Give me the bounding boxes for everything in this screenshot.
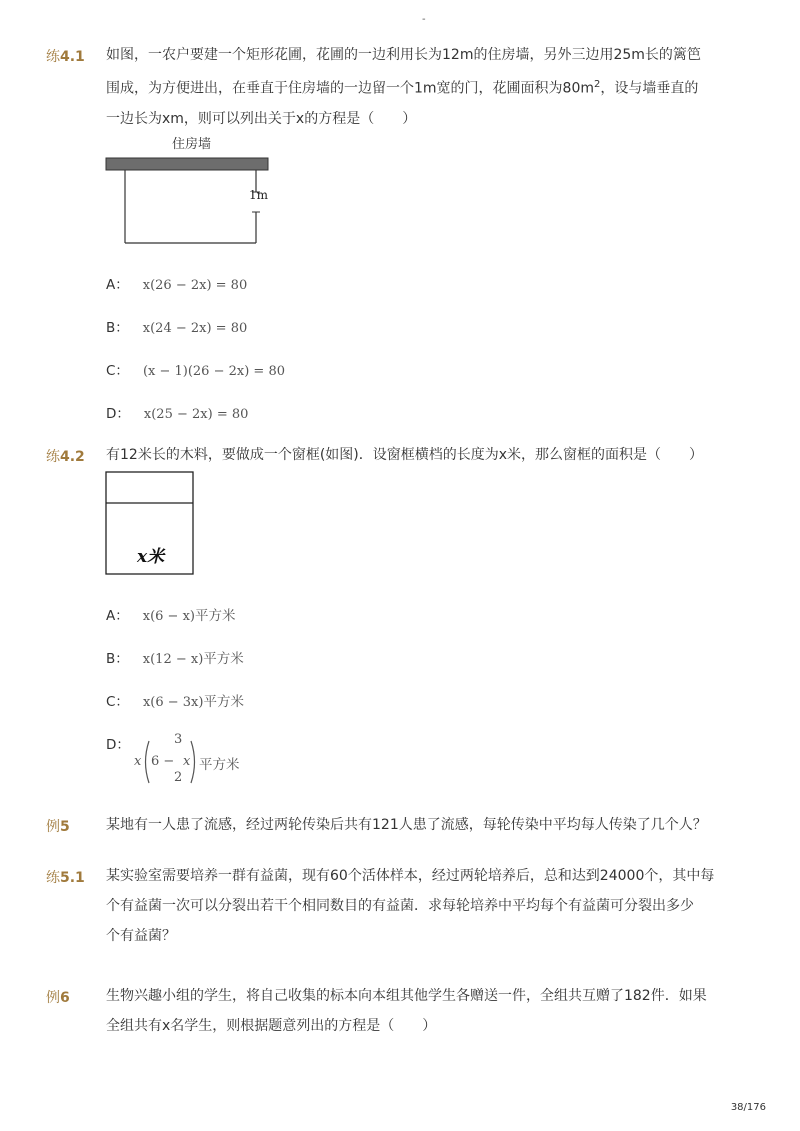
option-label: D： [106,406,130,422]
left-paren [142,740,150,784]
option-b [106,316,247,336]
question-tag-5-1 [46,867,85,887]
example-tag-5 [46,816,70,836]
option-unit: 平方米 [203,651,244,667]
tag-prefix: 练 [46,49,60,65]
question-4-2-stem: 有12米长的木料，要做成一个窗框(如图)．设窗框横档的长度为x米，那么窗框的面积是（ ） [106,447,704,463]
option-math: x(26 − 2x) = 80 [142,278,248,293]
stem-text: 围成，为方便进出，在垂直于住房墙的一边留一个1m宽的门，花圃面积为80m [106,80,594,97]
stem-line: 全组共有x名学生，则根据题意列出的方程是（ ） [106,1018,437,1034]
page-number: 38/176 [730,1102,766,1113]
question-4-1-stem [106,40,726,134]
tag-number: 5 [60,819,70,835]
tag-prefix: 例 [46,990,60,1006]
superscript: 2 [594,79,601,90]
option-d-label: D： [106,737,130,753]
stem-line: 个有益菌一次可以分裂出若干个相同数目的有益菌．求每轮培养中平均每个有益菌可分裂出多少 [106,898,694,914]
tag-prefix: 例 [46,819,60,835]
stem-line: 个有益菌？ [106,928,176,944]
window-label: x米 [137,547,165,567]
stem-line: 某实验室需要培养一群有益菌，现有60个活体样本，经过两轮培养后，总和达到24000个，其中每 [106,868,715,884]
tag-number: 4.1 [60,49,85,65]
stem-text: ，设与墙垂直的 [600,80,699,97]
tag-number: 6 [60,990,70,1006]
tag-number: 5.1 [60,870,85,886]
example-6-stem [106,981,726,1041]
header-mark: - [422,14,426,25]
fraction-denominator: 2 [174,770,183,785]
option-unit: 平方米 [199,757,240,773]
option-unit: 平方米 [203,694,244,710]
option-label: A： [106,608,129,624]
option-math: x(25 − 2x) = 80 [143,407,249,422]
stem-line [106,70,726,104]
math-var: x [134,754,142,769]
tag-number: 4.2 [60,449,85,465]
option-a [106,604,236,624]
option-c [106,690,244,710]
stem-line: 一边长为xm，则可以列出关于x的方程是（ ） [106,110,417,127]
wall-rect [106,158,268,170]
option-math: x(24 − 2x) = 80 [142,321,248,336]
stem-line: 如图，一农户要建一个矩形花圃，花圃的一边利用长为12m的住房墙，另外三边用25m长的篱笆 [106,47,701,63]
option-label: C： [106,363,129,379]
example-tag-6 [46,987,70,1007]
option-d [106,402,248,422]
option-label: A： [106,277,129,293]
tag-prefix: 练 [46,870,60,886]
right-paren [190,740,198,784]
door-label: 1m [249,188,269,202]
question-tag-4-1 [46,46,85,66]
wall-label: 住房墙 [172,137,212,152]
garden-figure [104,132,274,247]
option-math: x(12 − x) [142,652,204,667]
option-math: (x − 1)(26 − 2x) = 80 [142,364,285,379]
option-d-math [134,732,274,790]
option-label: B： [106,651,129,667]
option-math: x(6 − 3x) [142,695,204,710]
question-5-1-stem [106,861,726,951]
option-a [106,273,247,293]
example-5-stem: 某地有一人患了流感，经过两轮传染后共有121人患了流感，每轮传染中平均每人传染了几个人？ [106,817,707,833]
stem-line: 生物兴趣小组的学生，将自己收集的标本向本组其他学生各赠送一件，全组共互赠了182件．如果 [106,988,707,1004]
math-inner: 6 − [151,754,175,769]
option-label: C： [106,694,129,710]
question-tag-4-2 [46,446,85,466]
math-var: x [183,754,191,769]
option-unit: 平方米 [195,608,236,624]
option-math: x(6 − x) [142,609,195,624]
tag-prefix: 练 [46,449,60,465]
option-label: B： [106,320,129,336]
window-frame-figure [105,471,195,576]
option-b [106,647,244,667]
fraction-numerator: 3 [174,732,183,747]
option-c [106,359,285,379]
